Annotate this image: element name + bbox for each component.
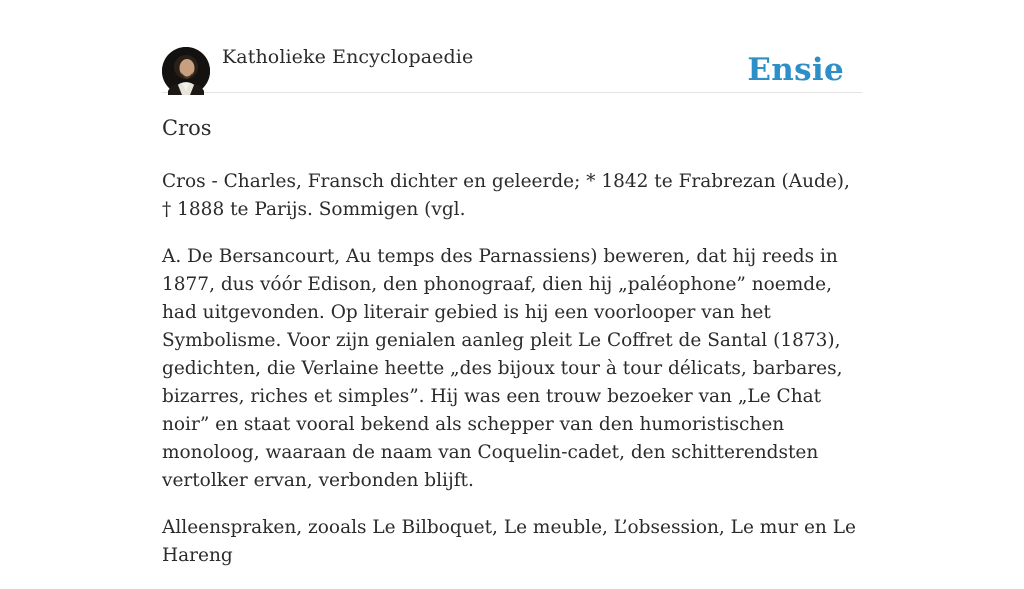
- portrait-avatar-icon[interactable]: [162, 47, 210, 95]
- page-title: Cros: [162, 116, 212, 140]
- portrait-avatar-graphic: [162, 47, 210, 95]
- site-header: [162, 40, 862, 93]
- article-paragraph: Cros - Charles, Fransch dichter en geleerde; * 1842 te Frabrezan (Aude), † 1888 te Parijs. Sommigen (vgl.: [162, 171, 850, 220]
- source-title[interactable]: Katholieke Encyclopaedie: [222, 46, 474, 68]
- article-paragraph: Alleenspraken, zooals Le Bilboquet, Le meuble, L’obsession, Le mur en Le Hareng: [162, 517, 856, 566]
- article-paragraph: A. De Bersancourt, Au temps des Parnassiens) beweren, dat hij reeds in 1877, dus vóór Edison, den phonograaf, dien hij „paléophone” noemde, had uitgevonden. Op literair gebied is hij een voorlooper van het Symbolisme. Voor zijn genialen aanleg pleit Le Coffret de Santal (1873), gedichten, die Verlaine heette „des bijoux tour à tour délicats, barbares, bizarres, riches et simples”. Hij was een trouw bezoeker van „Le Chat noir” en staat vooral bekend als schepper van den humoristischen monoloog, waaraan de naam van Coquelin-cadet, den schitterendsten vertolker ervan, verbonden blijft.: [162, 246, 843, 491]
- article-body: [162, 168, 862, 589]
- brand-logo[interactable]: Ensie: [747, 52, 844, 88]
